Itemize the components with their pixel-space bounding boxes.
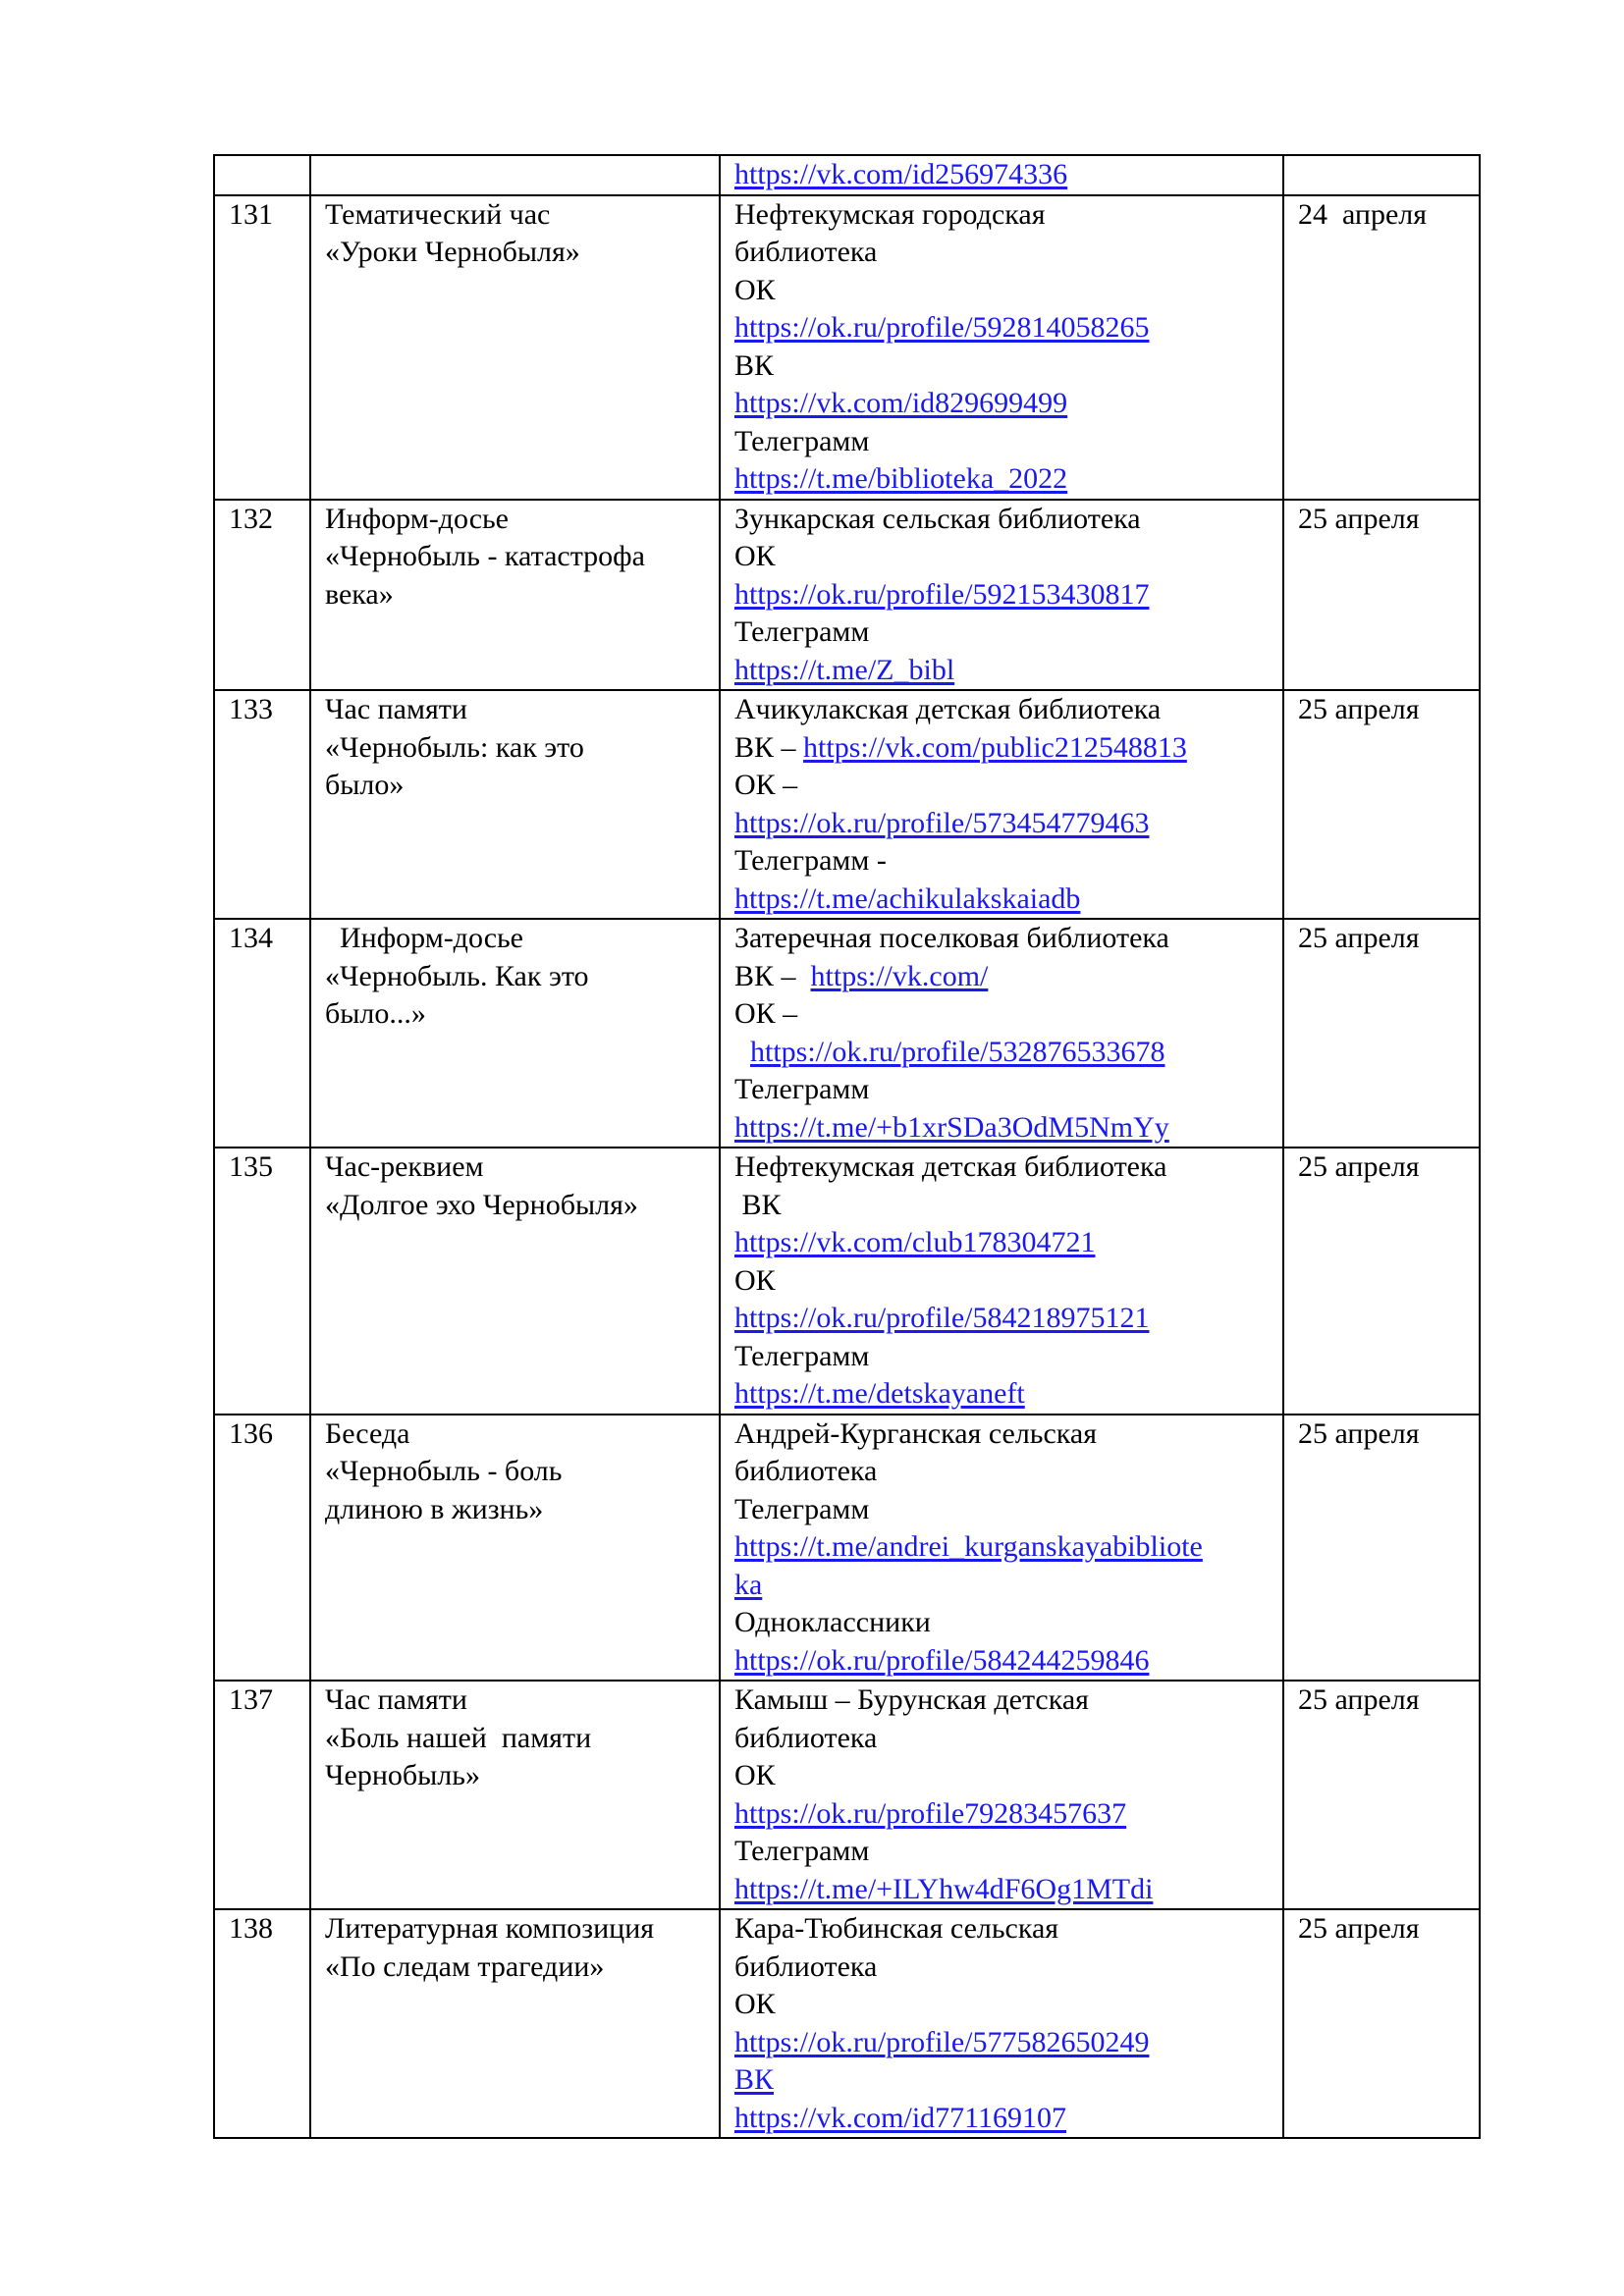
row-number-cell	[214, 919, 310, 1148]
venue-text: ОК	[734, 1988, 776, 2020]
venue-text: библиотека	[734, 236, 878, 268]
venue-text: Телеграмм	[734, 1339, 870, 1372]
social-link[interactable]: https://ok.ru/profile79283457637	[734, 1796, 1127, 1830]
table-row	[214, 155, 1480, 195]
venue-link-line	[734, 1871, 1269, 1909]
venue-text: Нефтекумская детская библиотека	[734, 1150, 1167, 1183]
event-date: 25 апреля	[1298, 1912, 1420, 1945]
social-link[interactable]: https://ok.ru/profile/573454779463	[734, 806, 1150, 839]
venue-text: ВК	[734, 1188, 782, 1221]
venue-cell	[720, 155, 1283, 195]
event-title-line: было»	[325, 769, 405, 801]
venue-link-line	[734, 576, 1269, 614]
event-title-line: Час памяти	[325, 1683, 467, 1716]
venue-cell	[720, 1909, 1283, 2138]
row-number-cell	[214, 690, 310, 919]
event-title-line: Информ-досье	[325, 922, 524, 954]
social-link[interactable]: https://vk.com/id829699499	[734, 387, 1068, 419]
event-title-line: «Чернобыль - катастрофа	[325, 540, 645, 572]
venue-link-line	[734, 1224, 1269, 1262]
social-link[interactable]: https://t.me/+ILYhw4dF6Og1MTdi	[734, 1872, 1154, 1905]
venue-link-line	[734, 1567, 1269, 1605]
venue-cell	[720, 1681, 1283, 1909]
venue-text: Телеграмм	[734, 615, 870, 648]
event-date: 25 апреля	[1298, 693, 1420, 725]
event-title-line: «Чернобыль. Как это	[325, 959, 589, 992]
event-date: 25 апреля	[1298, 502, 1420, 535]
event-date-cell	[1283, 690, 1480, 919]
venue-text: ОК	[734, 1759, 776, 1791]
venue-text: ОК	[734, 273, 776, 306]
row-number: 134	[229, 922, 273, 954]
venue-text: Нефтекумская городская	[734, 197, 1046, 231]
event-title-cell	[310, 195, 720, 500]
event-date-cell	[1283, 919, 1480, 1148]
event-title-line: «Чернобыль - боль	[325, 1455, 563, 1487]
social-link[interactable]: https://ok.ru/profile/577582650249	[734, 2025, 1150, 2058]
event-title-cell	[310, 155, 720, 195]
venue-link-line	[734, 460, 1269, 499]
event-date-cell	[1283, 1909, 1480, 2138]
event-title-line: Информ-досье	[325, 502, 510, 535]
table-row	[214, 919, 1480, 1148]
event-title-cell	[310, 690, 720, 919]
venue-text: библиотека	[734, 1721, 878, 1754]
event-title-line: Тематический час	[325, 197, 551, 231]
event-date: 25 апреля	[1298, 1416, 1420, 1450]
event-title-line: века»	[325, 577, 394, 611]
social-link[interactable]: https://t.me/andrei_kurganskayabibliote	[734, 1530, 1203, 1563]
social-link[interactable]: ka	[734, 1568, 763, 1601]
venue-text: Телеграмм	[734, 1492, 870, 1525]
venue-link-line	[734, 1300, 1269, 1338]
row-number-cell	[214, 1148, 310, 1415]
social-link[interactable]: https://vk.com/	[810, 959, 989, 992]
venue-cell	[720, 1415, 1283, 1682]
social-link[interactable]: https://vk.com/club178304721	[734, 1226, 1096, 1258]
row-number: 133	[229, 693, 273, 725]
venue-text: Телеграмм	[734, 1835, 870, 1867]
event-date: 24 апреля	[1298, 197, 1428, 231]
event-title-cell	[310, 1415, 720, 1682]
social-link[interactable]: https://vk.com/id771169107	[734, 2101, 1067, 2134]
venue-text: Зункарская сельская библиотека	[734, 502, 1141, 535]
social-link[interactable]: ВК	[734, 2063, 775, 2096]
venue-link-line	[734, 2024, 1269, 2062]
venue-link-line	[734, 1795, 1269, 1834]
event-date-cell	[1283, 1415, 1480, 1682]
venue-text: ОК	[734, 540, 776, 572]
row-number-cell	[214, 1909, 310, 2138]
table-row	[214, 500, 1480, 691]
row-number-cell	[214, 195, 310, 500]
event-title-cell	[310, 919, 720, 1148]
venue-link-line	[734, 652, 1269, 690]
venue-text: Телеграмм -	[734, 844, 887, 877]
venue-link-line	[734, 805, 1269, 843]
social-link[interactable]: https://ok.ru/profile/584218975121	[734, 1302, 1150, 1334]
row-number: 132	[229, 502, 273, 535]
event-title-line: «По следам трагедии»	[325, 1949, 605, 1983]
venue-text: ОК	[734, 1263, 776, 1297]
venue-cell	[720, 690, 1283, 919]
event-title-line: «Долгое эхо Чернобыля»	[325, 1188, 638, 1221]
social-link[interactable]: https://t.me/+b1xrSDa3OdM5NmYy	[734, 1110, 1169, 1144]
table-row	[214, 1909, 1480, 2138]
event-title-line: Час памяти	[325, 693, 467, 725]
venue-link-line	[734, 309, 1269, 347]
network-label: ВК –	[734, 959, 811, 992]
event-date: 25 апреля	[1298, 922, 1420, 954]
venue-link-line	[734, 1528, 1269, 1567]
social-link[interactable]: https://vk.com/id256974336	[734, 158, 1068, 190]
event-date-cell	[1283, 500, 1480, 691]
table-row	[214, 195, 1480, 500]
venue-text: Телеграмм	[734, 1073, 870, 1105]
event-title-line: «Чернобыль: как это	[325, 730, 584, 764]
venue-link-line	[734, 385, 1269, 423]
venue-link-line	[734, 958, 1269, 996]
event-date-cell	[1283, 195, 1480, 500]
venue-link-line	[734, 881, 1269, 919]
event-title-cell	[310, 1148, 720, 1415]
row-number-cell	[214, 1415, 310, 1682]
table-row	[214, 1415, 1480, 1682]
venue-text: Одноклассники	[734, 1606, 931, 1638]
event-title-line: Литературная композиция	[325, 1912, 655, 1945]
venue-link-line	[734, 1375, 1269, 1414]
venue-cell	[720, 919, 1283, 1148]
venue-link-line	[734, 2100, 1269, 2138]
venue-text: библиотека	[734, 1455, 878, 1487]
event-title-cell	[310, 500, 720, 691]
venue-text: ОК –	[734, 769, 798, 801]
venue-text: ОК –	[734, 997, 798, 1030]
venue-link-line	[734, 1034, 1269, 1072]
event-date: 25 апреля	[1298, 1150, 1420, 1183]
social-link[interactable]: https://ok.ru/profile/592814058265	[734, 311, 1150, 344]
row-number-cell	[214, 155, 310, 195]
venue-link-line	[734, 1642, 1269, 1681]
venue-text: ВК	[734, 348, 775, 382]
table-row	[214, 690, 1480, 919]
venue-text: Камыш – Бурунская детская	[734, 1683, 1089, 1716]
events-table	[213, 154, 1481, 2139]
network-label: ВК –	[734, 730, 804, 764]
venue-cell	[720, 500, 1283, 691]
event-date-cell	[1283, 1148, 1480, 1415]
event-title-line: «Боль нашей памяти	[325, 1721, 592, 1754]
event-title-cell	[310, 1909, 720, 2138]
row-number: 131	[229, 197, 273, 231]
venue-text: Ачикулакская детская библиотека	[734, 693, 1162, 725]
event-date: 25 апреля	[1298, 1683, 1420, 1716]
table-row	[214, 1681, 1480, 1909]
venue-link-line	[734, 156, 1269, 194]
venue-text: Кара-Тюбинская сельская	[734, 1912, 1059, 1945]
row-number: 136	[229, 1416, 273, 1450]
venue-link-line	[734, 1109, 1269, 1148]
row-number: 135	[229, 1150, 273, 1183]
events-table-body	[214, 155, 1480, 2138]
event-date-cell	[1283, 1681, 1480, 1909]
social-link[interactable]: https://t.me/Z_bibl	[734, 653, 955, 686]
venue-text: библиотека	[734, 1949, 878, 1983]
social-link[interactable]: https://vk.com/public212548813	[803, 730, 1187, 764]
row-number-cell	[214, 1681, 310, 1909]
venue-text: Андрей-Курганская сельская	[734, 1416, 1098, 1450]
venue-cell	[720, 195, 1283, 500]
social-link[interactable]: https://t.me/biblioteka_2022	[734, 462, 1068, 495]
venue-text: Телеграмм	[734, 424, 870, 457]
venue-text: Затеречная поселковая библиотека	[734, 922, 1169, 954]
social-link[interactable]: https://ok.ru/profile/592153430817	[734, 577, 1150, 611]
table-row	[214, 1148, 1480, 1415]
event-title-cell	[310, 1681, 720, 1909]
row-number: 137	[229, 1683, 273, 1716]
social-link[interactable]: https://ok.ru/profile/584244259846	[734, 1643, 1150, 1677]
event-title-line: «Уроки Чернобыля»	[325, 236, 580, 268]
social-link[interactable]: https://t.me/achikulakskaiadb	[734, 881, 1081, 915]
event-title-line: Чернобыль»	[325, 1759, 480, 1791]
event-date-cell	[1283, 155, 1480, 195]
venue-link-line	[734, 729, 1269, 768]
event-title-line: Час-реквием	[325, 1150, 484, 1183]
event-title-line: длиною в жизнь»	[325, 1492, 544, 1525]
row-number: 138	[229, 1912, 273, 1945]
event-title-line: было...»	[325, 997, 426, 1030]
social-link[interactable]: https://ok.ru/profile/532876533678	[750, 1035, 1165, 1068]
venue-cell	[720, 1148, 1283, 1415]
event-title-line: Беседа	[325, 1416, 410, 1450]
venue-link-line	[734, 2061, 1269, 2100]
row-number-cell	[214, 500, 310, 691]
social-link[interactable]: https://t.me/detskayaneft	[734, 1377, 1025, 1410]
